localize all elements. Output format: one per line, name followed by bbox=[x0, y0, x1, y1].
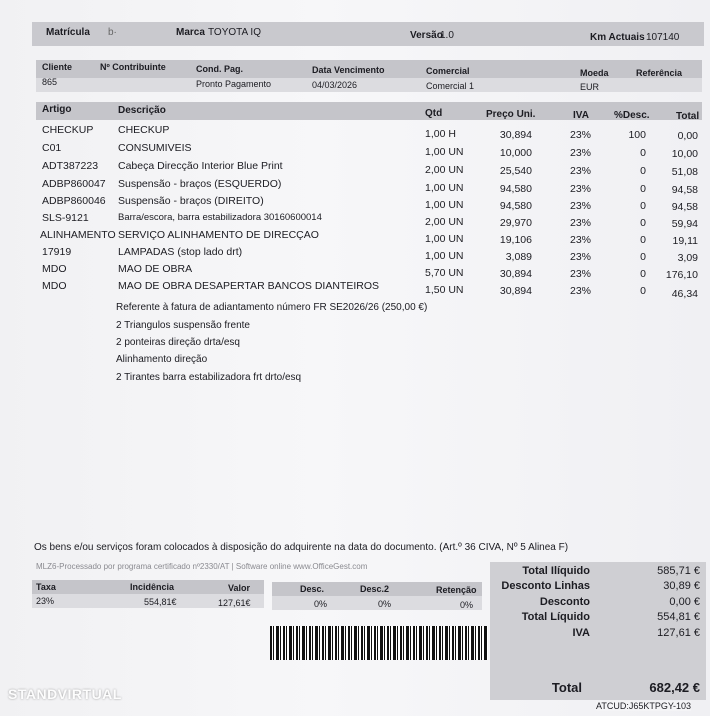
item-desc: 0 bbox=[640, 234, 646, 246]
tax-v-incidencia: 554,81€ bbox=[144, 597, 177, 607]
table-row bbox=[0, 246, 710, 263]
note-alinhamento: Alinhamento direção bbox=[116, 354, 208, 365]
item-preco: 10,000 bbox=[499, 147, 532, 159]
item-preco: 29,970 bbox=[499, 217, 532, 229]
versao-label: Versão bbox=[410, 30, 443, 41]
item-artigo: CHECKUP bbox=[42, 124, 94, 136]
item-artigo: 17919 bbox=[42, 246, 72, 258]
marca-value: TOYOTA IQ bbox=[208, 27, 261, 38]
item-total: 19,11 bbox=[672, 235, 698, 247]
item-preco: 3,089 bbox=[505, 251, 532, 263]
item-artigo: SLS-9121 bbox=[42, 212, 89, 224]
item-artigo: MDO bbox=[42, 280, 67, 292]
items-h-total: Total bbox=[676, 111, 700, 122]
item-iva: 23% bbox=[570, 217, 592, 229]
item-preco: 30,894 bbox=[499, 285, 532, 297]
item-desc: 0 bbox=[640, 147, 646, 159]
item-iva: 23% bbox=[570, 147, 592, 159]
disclaimer-text: Os bens e/ou serviços foram colocados à disposição do adquirente na data do documento. (Art.º 36 CIVA, Nº 5 Alinea F) bbox=[34, 542, 569, 553]
item-qtd: 2,00 UN bbox=[425, 164, 464, 176]
item-iva: 23% bbox=[570, 129, 592, 141]
tax-h-taxa: Taxa bbox=[36, 582, 56, 592]
table-row bbox=[0, 160, 710, 177]
item-qtd: 1,00 H bbox=[425, 128, 456, 140]
client-values-band bbox=[36, 78, 702, 92]
item-total: 59,94 bbox=[671, 218, 698, 230]
item-desc: 100 bbox=[628, 129, 646, 141]
item-preco: 30,894 bbox=[499, 129, 532, 141]
item-total: 51,08 bbox=[671, 166, 698, 178]
grand-total-value: 682,42 € bbox=[649, 680, 700, 695]
client-v-vencimento: 04/03/2026 bbox=[312, 80, 358, 90]
grand-total-label: Total bbox=[551, 680, 582, 695]
item-descricao: SERVIÇO ALINHAMENTO DE DIRECÇAO bbox=[118, 229, 319, 241]
disc-h-desc: Desc. bbox=[300, 584, 325, 594]
watermark-logo: STANDVIRTUAL bbox=[8, 686, 122, 702]
item-qtd: 1,00 UN bbox=[425, 250, 464, 262]
item-preco: 25,540 bbox=[499, 165, 532, 177]
item-qtd: 1,00 UN bbox=[425, 146, 464, 158]
client-h-referencia: Referência bbox=[636, 68, 683, 78]
disc-v-desc: 0% bbox=[314, 599, 328, 609]
disc-h-desc2: Desc.2 bbox=[360, 584, 390, 594]
tax-h-incidencia: Incidência bbox=[130, 582, 175, 592]
client-h-cliente: Cliente bbox=[42, 62, 73, 72]
item-descricao: Suspensão - braços (DIREITO) bbox=[118, 195, 264, 207]
desconto-value: 0,00 € bbox=[669, 596, 700, 608]
item-total: 0,00 bbox=[677, 130, 698, 142]
item-iva: 23% bbox=[570, 234, 592, 246]
item-iva: 23% bbox=[570, 285, 592, 297]
versao-value: 1.0 bbox=[440, 30, 454, 41]
table-row bbox=[0, 280, 710, 300]
item-desc: 0 bbox=[640, 251, 646, 263]
client-v-moeda: EUR bbox=[580, 82, 600, 92]
item-descricao: CHECKUP bbox=[118, 124, 170, 136]
item-preco: 30,894 bbox=[499, 268, 532, 280]
tax-v-taxa: 23% bbox=[36, 596, 55, 606]
km-value: 107140 bbox=[646, 32, 680, 43]
item-descricao: Suspensão - braços (ESQUERDO) bbox=[118, 178, 282, 190]
barcode bbox=[270, 626, 488, 660]
item-qtd: 5,70 UN bbox=[425, 267, 464, 279]
items-h-qtd: Qtd bbox=[425, 108, 443, 119]
total-liquido-label: Total Líquido bbox=[521, 611, 590, 623]
table-row bbox=[0, 124, 710, 141]
item-desc: 0 bbox=[640, 268, 646, 280]
item-descricao: LAMPADAS (stop lado drt) bbox=[118, 246, 243, 258]
desconto-label: Desconto bbox=[539, 596, 590, 608]
item-qtd: 1,50 UN bbox=[425, 284, 464, 296]
item-total: 94,58 bbox=[671, 201, 698, 213]
disc-values-band bbox=[272, 596, 482, 610]
total-liquido-value: 554,81 € bbox=[657, 611, 700, 623]
item-iva: 23% bbox=[570, 165, 592, 177]
iva-label: IVA bbox=[572, 627, 590, 639]
atcud-text: ATCUD:J65KTPGY-103 bbox=[596, 701, 692, 711]
item-artigo: ADBP860047 bbox=[42, 178, 106, 190]
item-descricao: MAO DE OBRA bbox=[118, 263, 193, 275]
item-iva: 23% bbox=[570, 200, 592, 212]
items-h-desc: %Desc. bbox=[614, 110, 650, 121]
item-iva: 23% bbox=[570, 268, 592, 280]
item-artigo: MDO bbox=[42, 263, 67, 275]
item-artigo: C01 bbox=[42, 142, 62, 154]
item-artigo: ADBP860046 bbox=[42, 195, 106, 207]
items-h-descricao: Descrição bbox=[118, 105, 166, 116]
disc-v-retencao: 0% bbox=[460, 600, 474, 610]
item-desc: 0 bbox=[640, 217, 646, 229]
item-preco: 94,580 bbox=[499, 183, 532, 195]
note-adiantamento: Referente à fatura de adiantamento número FR SE2026/26 (250,00 €) bbox=[116, 302, 428, 313]
item-desc: 0 bbox=[640, 183, 646, 195]
iva-value: 127,61 € bbox=[657, 627, 700, 639]
note-tirantes: 2 Tirantes barra estabilizadora frt drto/esq bbox=[116, 372, 302, 383]
item-descricao: MAO DE OBRA DESAPERTAR BANCOS DIANTEIROS bbox=[118, 280, 379, 292]
client-v-cond-pag: Pronto Pagamento bbox=[196, 79, 272, 89]
software-text: MLZ6-Processado por programa certificado nº2330/AT | Software online www.OfficeGest.com bbox=[36, 562, 368, 571]
item-total: 46,34 bbox=[671, 288, 698, 300]
item-descricao: Cabeça Direcção Interior Blue Print bbox=[118, 160, 283, 172]
item-iva: 23% bbox=[570, 183, 592, 195]
client-h-vencimento: Data Vencimento bbox=[312, 65, 385, 75]
matricula-label: Matrícula bbox=[46, 27, 90, 38]
item-qtd: 1,00 UN bbox=[425, 182, 464, 194]
marca-label: Marca bbox=[176, 27, 205, 38]
note-triangulos: 2 Triangulos suspensão frente bbox=[116, 320, 250, 331]
item-artigo: ADT387223 bbox=[42, 160, 99, 172]
items-h-preco: Preço Uni. bbox=[486, 109, 536, 120]
item-preco: 19,106 bbox=[499, 234, 532, 246]
client-h-cond-pag: Cond. Pag. bbox=[196, 64, 243, 74]
item-descricao: CONSUMIVEIS bbox=[118, 142, 192, 154]
tax-v-valor: 127,61€ bbox=[218, 598, 251, 608]
client-v-comercial: Comercial 1 bbox=[426, 81, 475, 91]
disc-v-desc2: 0% bbox=[378, 599, 392, 609]
matricula-value: b· bbox=[108, 27, 117, 38]
item-total: 3,09 bbox=[677, 252, 698, 264]
table-row bbox=[0, 212, 710, 229]
desconto-linhas-value: 30,89 € bbox=[663, 580, 700, 592]
item-total: 10,00 bbox=[671, 148, 698, 160]
item-iva: 23% bbox=[570, 251, 592, 263]
total-iliquido-value: 585,71 € bbox=[657, 565, 700, 577]
disc-h-retencao: Retenção bbox=[436, 585, 477, 595]
tax-h-valor: Valor bbox=[228, 583, 251, 593]
item-qtd: 1,00 UN bbox=[425, 233, 464, 245]
item-total: 176,10 bbox=[665, 269, 698, 281]
table-row bbox=[0, 142, 710, 159]
client-h-comercial: Comercial bbox=[426, 66, 470, 76]
item-qtd: 1,00 UN bbox=[425, 199, 464, 211]
table-row bbox=[0, 229, 710, 246]
client-h-contribuinte: Nº Contribuinte bbox=[100, 62, 166, 72]
client-v-cliente: 865 bbox=[42, 77, 58, 87]
item-qtd: 2,00 UN bbox=[425, 216, 464, 228]
table-row bbox=[0, 178, 710, 195]
km-label: Km Actuais bbox=[590, 32, 645, 43]
total-iliquido-label: Total Ilíquido bbox=[522, 565, 590, 577]
item-total: 94,58 bbox=[671, 184, 698, 196]
items-h-artigo: Artigo bbox=[42, 104, 72, 115]
table-row bbox=[0, 263, 710, 280]
item-desc: 0 bbox=[640, 285, 646, 297]
table-row bbox=[0, 195, 710, 212]
items-h-iva: IVA bbox=[573, 110, 589, 121]
item-preco: 94,580 bbox=[499, 200, 532, 212]
item-artigo: ALINHAMENTO bbox=[40, 229, 116, 241]
client-h-moeda: Moeda bbox=[580, 68, 609, 78]
item-desc: 0 bbox=[640, 165, 646, 177]
item-desc: 0 bbox=[640, 200, 646, 212]
item-descricao: Barra/escora, barra estabilizadora 30160600014 bbox=[118, 212, 322, 223]
desconto-linhas-label: Desconto Linhas bbox=[501, 580, 590, 592]
note-ponteiras: 2 ponteiras direção drta/esq bbox=[116, 337, 240, 348]
